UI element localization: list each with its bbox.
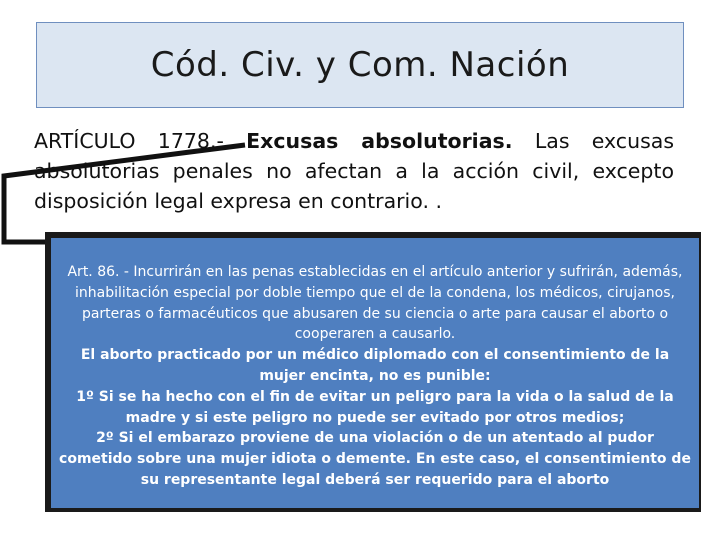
article-heading-bold: Excusas absolutorias. xyxy=(246,129,513,153)
article-body: Las excusas absolutorias penales no afectan a la acción civil, excepto disposición legal expresa en contrario. . xyxy=(34,129,674,213)
box-paragraph-1: Art. 86. - Incurrirán en las penas establecidas en el artículo anterior y sufrirán, además, inhabilitación especial por doble tiempo que el de la condena, los médicos, cirujanos, parteras o farmacéuticos que abusaren de su ciencia o arte para causar el aborto o cooperaren a causarlo. xyxy=(67,264,683,343)
box-paragraph-3: 1º Si se ha hecho con el fin de evitar un peligro para la vida o la salud de la madre y si este peligro no puede ser evitado por otros medios; xyxy=(76,388,674,426)
article-heading-prefix: ARTÍCULO 1778.- xyxy=(34,129,247,153)
title-box xyxy=(36,22,684,108)
article-text xyxy=(34,126,674,216)
box-paragraph-2: El aborto practicado por un médico diplomado con el consentimiento de la mujer encinta, no es punible: xyxy=(80,347,670,384)
quote-box xyxy=(51,238,699,508)
slide-title: Cód. Civ. y Com. Nación xyxy=(150,45,570,85)
box-paragraph-4: 2º Si el embarazo proviene de una violación o de un atentado al pudor cometido sobre una mujer idiota o demente. En este caso, el consentimiento de su representante legal deberá ser requerido para el aborto xyxy=(59,430,691,488)
